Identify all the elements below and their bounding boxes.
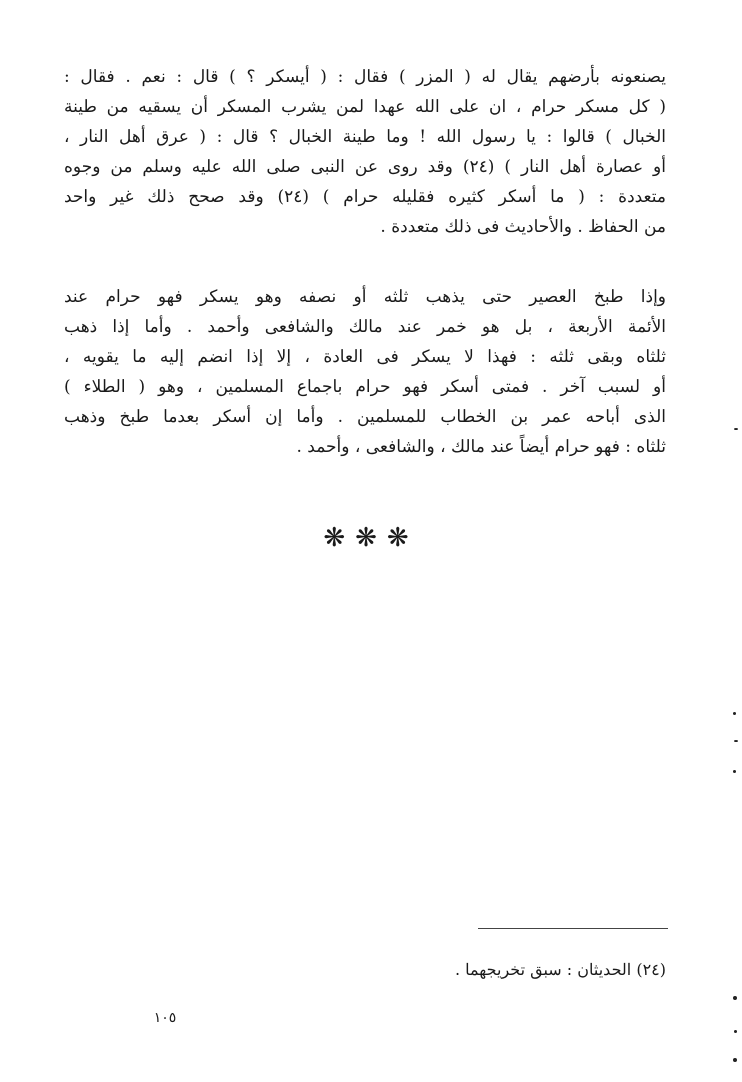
scan-speck <box>733 770 736 773</box>
scan-speck <box>733 1058 737 1062</box>
text-line: من الحفاظ . والأحاديث فى ذلك متعددة . <box>380 217 666 237</box>
footnote-rule <box>478 928 668 929</box>
footnote: (٢٤) الحديثان : سبق تخريجهما . <box>454 960 666 979</box>
paragraph-2 <box>64 282 666 462</box>
text-line: أو لسبب آخر . فمتى أسكر فهو حرام باجماع المسلمين ، وهو ( الطلاء ) <box>64 377 666 397</box>
text-line: وإذا طبخ العصير حتى يذهب ثلثه أو نصفه وهو يسكر فهو حرام عند <box>64 287 666 307</box>
text-line: ثلثاه : فهو حرام أيضاً عند مالك ، والشافعى ، وأحمد . <box>296 437 666 457</box>
scan-speck <box>734 740 738 742</box>
text-line: ثلثاه وبقى ثلثه : فهذا لا يسكر فى العادة ، إلا إذا انضم إليه ما يقويه ، <box>64 347 666 367</box>
section-separator: ❋❋❋ <box>323 523 419 553</box>
text-line: الأئمة الأربعة ، بل هو خمر عند مالك والشافعى وأحمد . وأما إذا ذهب <box>64 317 666 337</box>
text-line: يصنعونه بأرضهم يقال له ( المزر ) فقال : ( أيسكر ؟ ) قال : نعم . فقال : <box>64 67 666 87</box>
paragraph-1 <box>64 62 666 242</box>
text-line: متعددة : ( ما أسكر كثيره فقليله حرام ) (٢٤) وقد صحح ذلك غير واحد <box>64 187 666 207</box>
scan-speck <box>733 996 737 1000</box>
text-line: الذى أباحه عمر بن الخطاب للمسلمين . وأما إن أسكر بعدما طبخ وذهب <box>64 407 666 427</box>
text-line: الخبال ) قالوا : يا رسول الله ! وما طينة الخبال ؟ قال : ( عرق أهل النار ، <box>64 127 666 147</box>
text-line: أو عصارة أهل النار ) (٢٤) وقد روى عن النبى صلى الله عليه وسلم من وجوه <box>64 157 666 177</box>
scan-speck <box>734 428 738 430</box>
scan-speck <box>733 712 736 715</box>
text-line: ( كل مسكر حرام ، ان على الله عهدا لمن يشرب المسكر أن يسقيه من طينة <box>64 97 666 117</box>
scan-speck <box>734 1030 737 1033</box>
page-number: ١٠٥ <box>153 1010 177 1026</box>
